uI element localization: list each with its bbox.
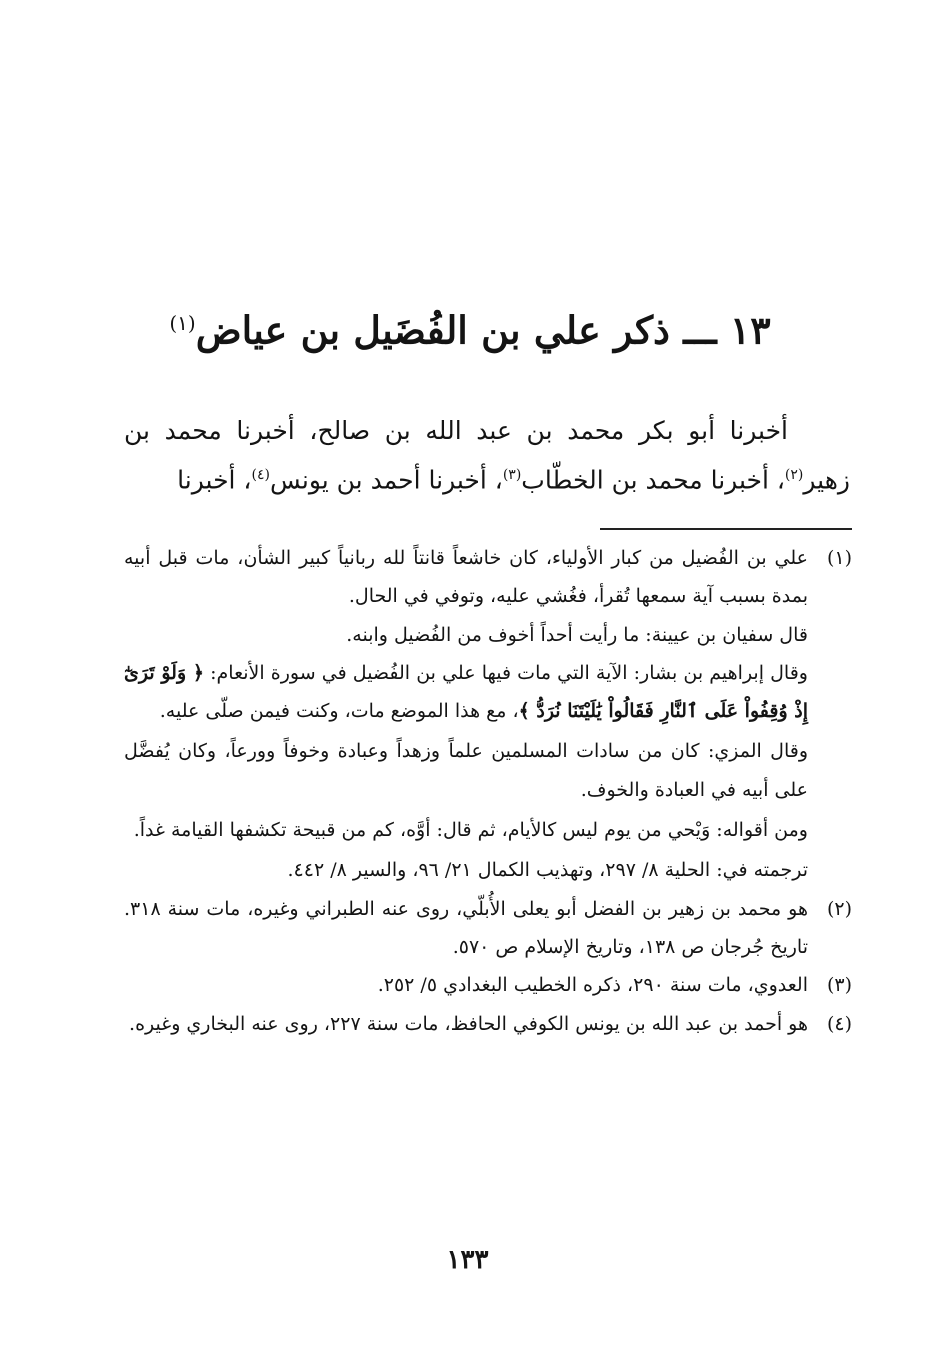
footnote-paragraph: ترجمته في: الحلية ٨/ ٢٩٧، وتهذيب الكمال ٢١/ ٩٦، والسير ٨/ ٤٤٢. [287, 859, 808, 882]
section-heading [120, 283, 820, 371]
footnote-2 [124, 890, 852, 967]
footnote-body [124, 890, 808, 967]
footnote-text: ، مع هذا الموضع مات، وكنت فيمن صلّى عليه. [159, 700, 519, 723]
page-number: ١٣٣ [446, 1245, 489, 1275]
section-title: ذكر علي بن الفُضَيل بن عياض [195, 307, 670, 353]
footnote-ref-3: (٣) [502, 467, 522, 483]
main-text-segment: ، أخبرنا أحمد بن يونس [269, 465, 503, 495]
footnote-body [124, 966, 808, 1004]
main-text [124, 408, 850, 502]
footnote-ref-4: (٤) [251, 467, 270, 483]
footnote-paragraph: ومن أقواله: وَيْحي من يوم ليس كالأيام، ثم قال: أوَّه، كم من قبيحة تكشفها القيامة غداً. [133, 819, 808, 842]
quran-verse: ﴿ وَلَوْ تَرَىٰٓ إِذْ وُقِفُواْ عَلَى ٱلنَّارِ فَقَالُواْ يَٰلَيْتَنَا نُرَدُّ ﴾ [124, 661, 808, 723]
footnote-paragraph: هو محمد بن زهير بن الفضل أبو يعلى الأُبلّي، روى عنه الطبراني وغيره، مات سنة ٣١٨. تاريخ جُرجان ص ١٣٨، وتاريخ الإسلام ص ٥٧٠. [124, 897, 808, 958]
footnote-number: (٤) [826, 1012, 852, 1035]
footnote-3 [124, 966, 852, 1004]
main-text-segment: ، أخبرنا [177, 465, 252, 495]
footnote-text: وقال إبراهيم بن بشار: الآية التي مات فيها علي بن الفُضيل في سورة الأنعام: [210, 661, 808, 684]
footnote-paragraph [124, 654, 808, 731]
heading-dash: ـــ [683, 307, 717, 353]
footnote-paragraph: قال سفيان بن عيينة: ما رأيت أحداً أخوف من الفُضيل وابنه. [346, 623, 808, 646]
footnote-1 [124, 539, 852, 890]
footnote-paragraph: العدوي، مات سنة ٢٩٠، ذكره الخطيب البغدادي ٥/ ٢٥٢. [377, 974, 808, 997]
footnote-paragraph: وقال المزي: كان من سادات المسلمين علماً وزهداً وعبادة وخوفاً وورعاً، وكان يُفضَّل على أبيه في العبادة والخوف. [124, 740, 808, 801]
main-text-segment: ، أخبرنا محمد بن الخطّاب [521, 465, 785, 495]
footnote-divider [600, 528, 852, 530]
section-number: ١٣ [729, 307, 771, 353]
footnote-number: (١) [826, 547, 852, 569]
footnote-ref-2: (٢) [784, 467, 804, 483]
main-paragraph [124, 408, 850, 502]
footnote-number: (٣) [826, 974, 852, 997]
footnote-4 [124, 1005, 852, 1043]
heading-footnote-ref: (١) [169, 311, 196, 335]
footnote-body [124, 539, 808, 890]
main-text-segment: أخبرنا أبو بكر محمد بن عبد الله بن صالح، أخبرنا محمد بن زهير [124, 416, 850, 495]
footnote-body [124, 1005, 808, 1043]
footnote-paragraph: هو أحمد بن عبد الله بن يونس الكوفي الحافظ، مات سنة ٢٢٧، روى عنه البخاري وغيره. [129, 1012, 808, 1035]
footnotes [124, 539, 852, 1043]
footnote-number: (٢) [826, 897, 852, 920]
footnote-paragraph: علي بن الفُضيل من كبار الأولياء، كان خاشعاً قانتاً لله ربانياً كبير الشأن، مات قبل أبيه بمدة بسبب آية سمعها تُقرأ، فغُشي عليه، وتوفي في الحال. [124, 547, 808, 608]
